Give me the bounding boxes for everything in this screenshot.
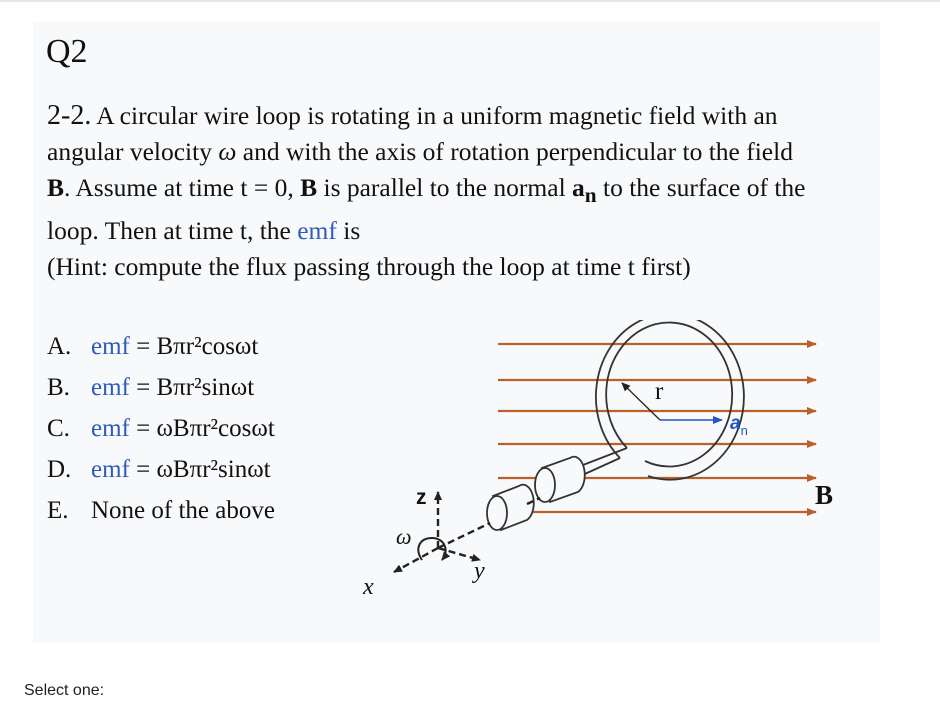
z-label: z: [416, 486, 427, 509]
answer-options: [47, 326, 275, 531]
option-c: C. emf = ωBπr²cosωt: [47, 415, 275, 442]
omega-label: ω: [396, 524, 412, 549]
emf-term: emf: [297, 216, 337, 246]
question-stem: 2-2. A circular wire loop is rotating in a uniform magnetic field with an angular velocity ω and with the axis of rotation perpendicular to the field B. Assume at time t = 0, B is parallel to the normal $a_n$ to the surface of the loop. Then at time t, the emf is (Hint: compute the flux passing through the loop at time t first): [47, 100, 806, 282]
rotating-loop-figure: [330, 320, 850, 610]
top-divider: [0, 0, 940, 2]
select-one-label: Select one:: [24, 682, 105, 699]
question-title: Q2: [46, 33, 88, 70]
x-label: x: [363, 574, 374, 600]
option-d: D. emf = ωBπr²sinωt: [47, 456, 271, 483]
option-a: A. emf = Bπr²cosωt: [47, 333, 259, 360]
radius-label: r: [655, 378, 664, 405]
axle-cylinders: [487, 457, 585, 530]
normal-vector-symbol: $a_n$: [572, 173, 597, 208]
y-label: y: [474, 558, 485, 584]
x-axis: [394, 548, 438, 572]
coordinate-axes: [362, 486, 485, 600]
field-label: B: [815, 480, 834, 510]
normal-vector-label: $a_n$: [730, 413, 748, 438]
question-number: 2-2.: [47, 100, 92, 131]
option-e: E. None of the above: [47, 497, 275, 524]
option-b: B. emf = Bπr²sinωt: [47, 374, 255, 401]
hint-text: (Hint: compute the flux passing through the loop at time t first): [47, 252, 691, 282]
